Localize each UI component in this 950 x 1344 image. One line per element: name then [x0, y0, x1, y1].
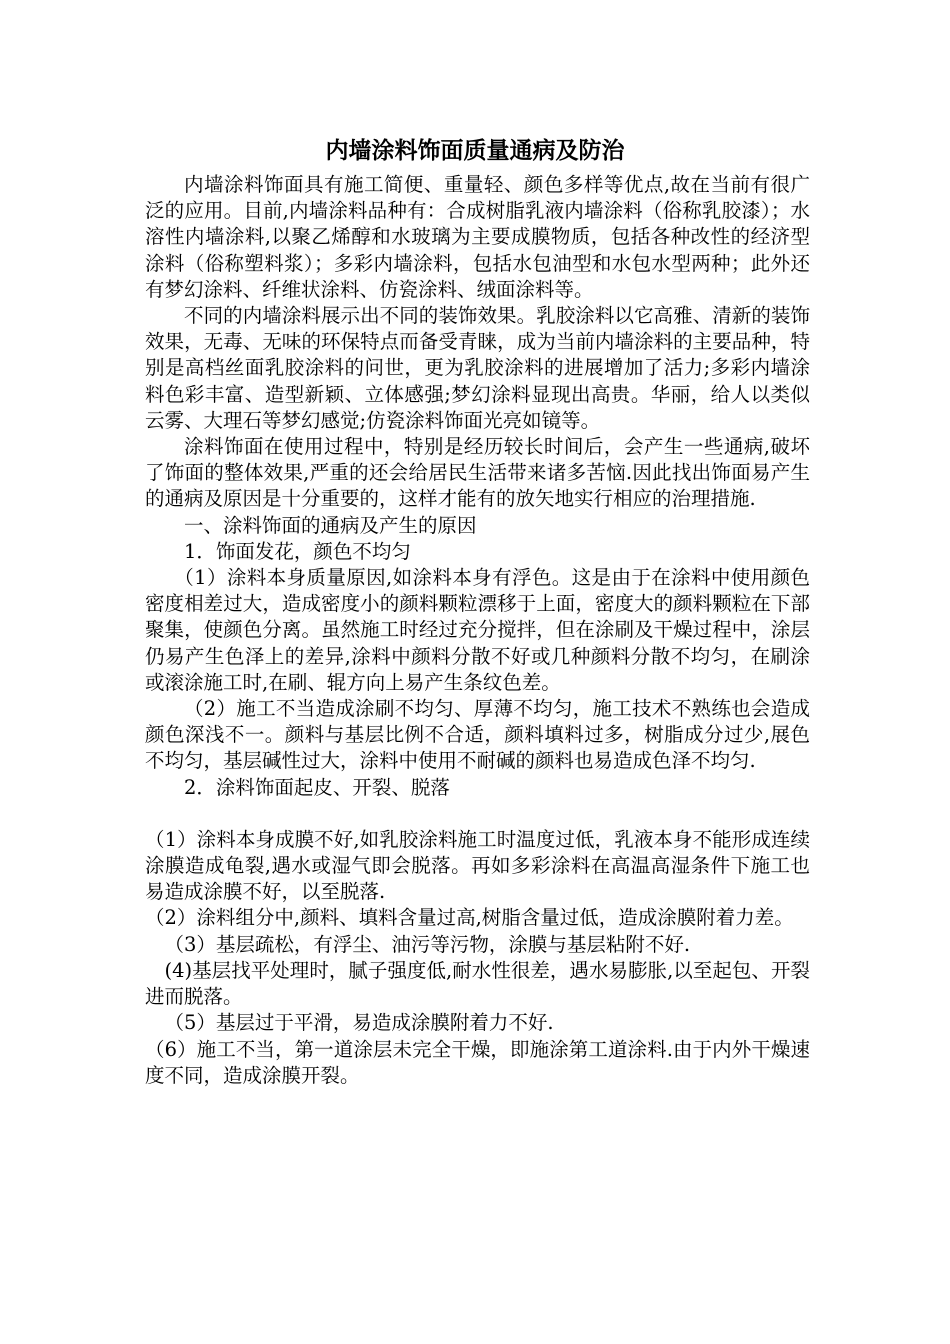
- item-2-5: （5）基层过于平滑，易造成涂膜附着力不好.: [164, 1011, 554, 1035]
- item-2-2: （2）涂料组分中,颜料、填料含量过高,树脂含量过低，造成涂膜附着力差。: [145, 906, 794, 930]
- item-1-1: （1）涂料本身质量原因,如涂料本身有浮色。这是由于在涂料中使用颜色密度相差过大，造成密度小的颜料颗粒漂移于上面，密度大的颜料颗粒在下部聚集，使颜色分离。虽然施工时经过充分搅拌，但在涂刷及干燥过程中，涂层仍易产生色泽上的差异,涂料中颜料分散不好或几种颜料分散不均匀，在刷涂或滚涂施工时,在刷、辊方向上易产生条纹色差。: [145, 566, 810, 694]
- paragraph-effects: 不同的内墙涂料展示出不同的装饰效果。乳胶涂料以它高雅、清新的装饰效果，无毒、无味的环保特点而备受青睐，成为当前内墙涂料的主要品种，特别是高档丝面乳胶涂料的问世，更为乳胶涂料的进展增加了活力;多彩内墙涂料色彩丰富、造型新颖、立体感强;梦幻涂料显现出高贵。华丽，给人以类似云雾、大理石等梦幻感觉;仿瓷涂料饰面光亮如镜等。: [145, 304, 810, 432]
- paragraph-intro: 内墙涂料饰面具有施工简便、重量轻、颜色多样等优点,故在当前有很广泛的应用。目前,内墙涂料品种有：合成树脂乳液内墙涂料（俗称乳胶漆）；水溶性内墙涂料,以聚乙烯醇和水玻璃为主要成膜物质，包括各种改性的经济型涂料（俗称塑料浆）；多彩内墙涂料，包括水包油型和水包水型两种；此外还有梦幻涂料、纤维状涂料、仿瓷涂料、绒面涂料等。: [145, 173, 810, 301]
- document-body: [145, 172, 810, 1089]
- item-2-3: （3）基层疏松，有浮尘、油污等污物，涂膜与基层粘附不好.: [164, 932, 691, 956]
- item-2-1: （1）涂料本身成膜不好,如乳胶涂料施工时温度过低，乳液本身不能形成连续涂膜造成龟裂,遇水或湿气即会脱落。再如多彩涂料在高温高湿条件下施工也易造成涂膜不好，以至脱落.: [145, 827, 810, 904]
- blank-line: [145, 801, 810, 827]
- section-heading-1: 一、涂料饰面的通病及产生的原因: [184, 513, 477, 537]
- item-2-6: （6）施工不当，第一道涂层未完全干燥，即施涂第工道涂料.由于内外干燥速度不同，造成涂膜开裂。: [145, 1037, 810, 1087]
- paragraph-defects: 涂料饰面在使用过程中，特别是经历较长时间后，会产生一些通病,破坏了饰面的整体效果,严重的还会给居民生活带来诸多苦恼.因此找出饰面易产生的通病及原因是十分重要的，这样才能有的放矢地实行相应的治理措施.: [145, 435, 810, 511]
- item-2-4: (4)基层找平处理时，腻子强度低,耐水性很差，遇水易膨胀,以至起包、开裂进而脱落。: [145, 958, 810, 1009]
- document-title: 内墙涂料饰面质量通病及防治: [325, 138, 625, 164]
- item-1-2: （2）施工不当造成涂刷不均匀、厚薄不均匀，施工技术不熟练也会造成颜色深浅不一。颜料与基层比例不合适，颜料填料过多，树脂成分过少,展色不均匀，基层碱性过大，涂料中使用不耐碱的颜料也易造成色泽不均匀.: [145, 697, 810, 773]
- subsection-heading-1: 1．饰面发花，颜色不均匀: [184, 539, 411, 563]
- subsection-heading-2: 2．涂料饰面起皮、开裂、脱落: [184, 775, 450, 799]
